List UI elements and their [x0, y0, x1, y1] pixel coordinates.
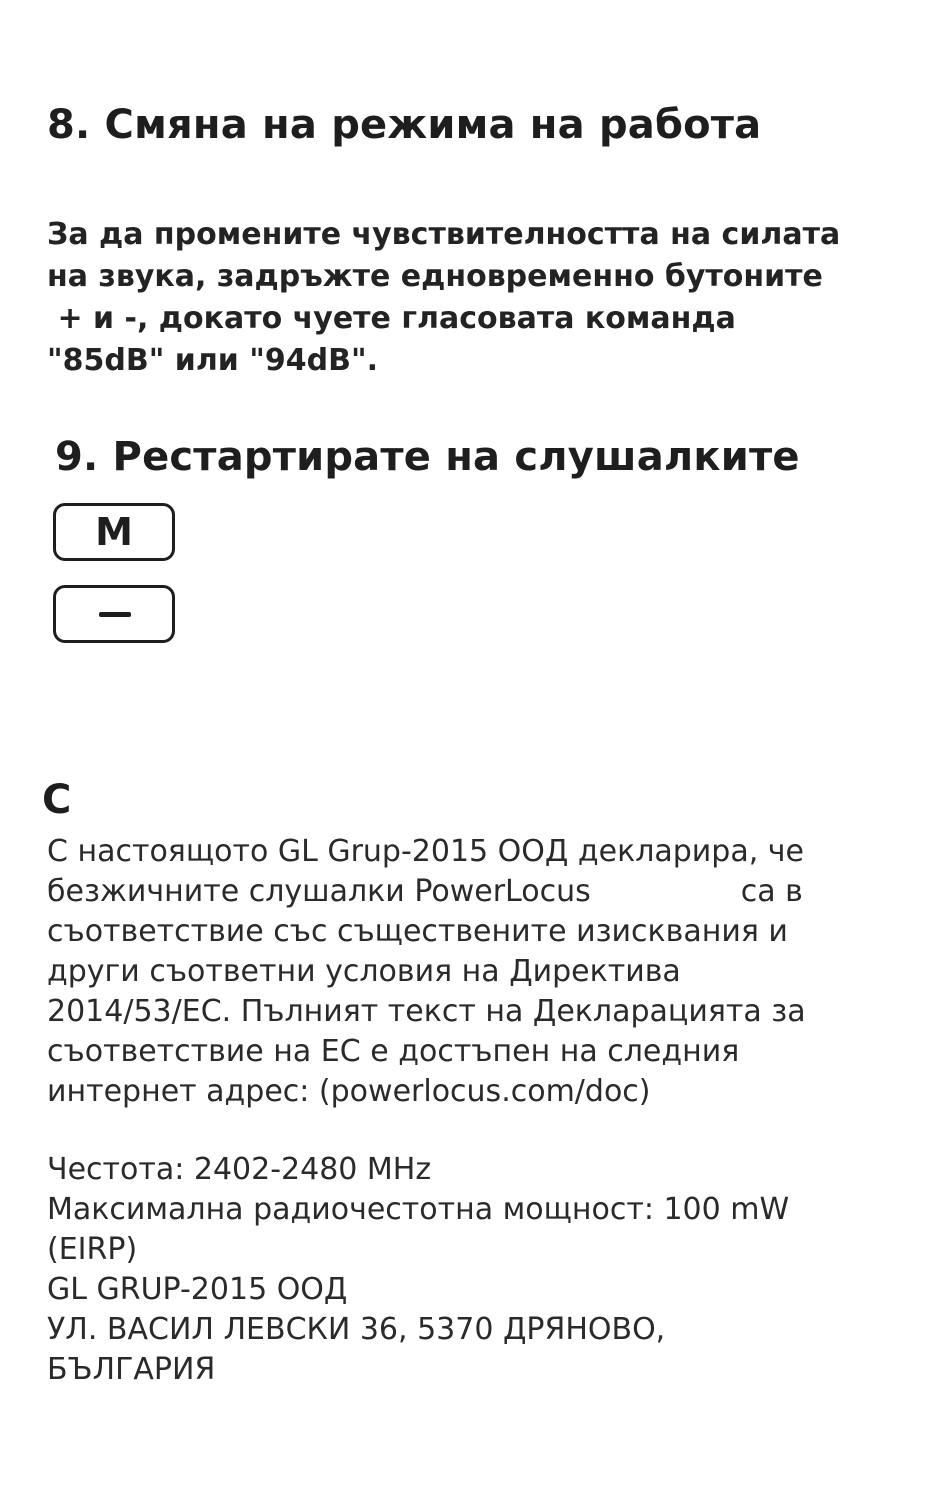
minus-icon [99, 612, 131, 617]
country-line: БЪЛГАРИЯ [47, 1352, 216, 1387]
declaration-line-start: безжичните слушалки PowerLocus [47, 874, 591, 909]
declaration-line: съответствие със съществените изисквания и [47, 914, 788, 949]
company-line: GL GRUP-2015 ООД [47, 1272, 348, 1307]
section-9-title: 9. Рестартирате на слушалките [55, 434, 800, 480]
declaration-line: съответствие на ЕС е достъпен на следния [47, 1034, 740, 1069]
section-8-line: За да промените чувствителността на силата [47, 217, 841, 252]
minus-button-illustration [53, 585, 175, 643]
section-8-line: "85dB" или "94dB". [47, 343, 378, 378]
declaration-text [47, 832, 806, 1112]
declaration-line-end: са в [740, 874, 803, 909]
frequency-line: Честота: 2402-2480 MHz [47, 1152, 432, 1187]
declaration-line: други съответни условия на Директива [47, 954, 681, 989]
eirp-line: (EIRP) [47, 1232, 138, 1267]
m-button-label: M [95, 510, 133, 554]
declaration-line [47, 872, 806, 912]
address-line: УЛ. ВАСИЛ ЛЕВСКИ 36, 5370 ДРЯНОВО, [47, 1312, 666, 1347]
declaration-line: 2014/53/ЕС. Пълният текст на Декларацията за [47, 994, 806, 1029]
technical-info [47, 1150, 789, 1390]
section-8-line: на звука, задръжте едновременно бутоните [47, 259, 823, 294]
m-button-illustration [53, 503, 175, 561]
declaration-line: С настоящото GL Grup-2015 ООД декларира, че [47, 834, 804, 869]
section-8-line: + и -, докато чуете гласовата команда [47, 301, 736, 336]
section-8-text [47, 214, 840, 382]
section-8-title: 8. Смяна на режима на работа [47, 102, 762, 148]
max-power-line: Максимална радиочестотна мощност: 100 mW [47, 1192, 790, 1227]
ce-mark: C [42, 777, 72, 823]
declaration-line: интернет адрес: (powerlocus.com/doc) [47, 1074, 651, 1109]
